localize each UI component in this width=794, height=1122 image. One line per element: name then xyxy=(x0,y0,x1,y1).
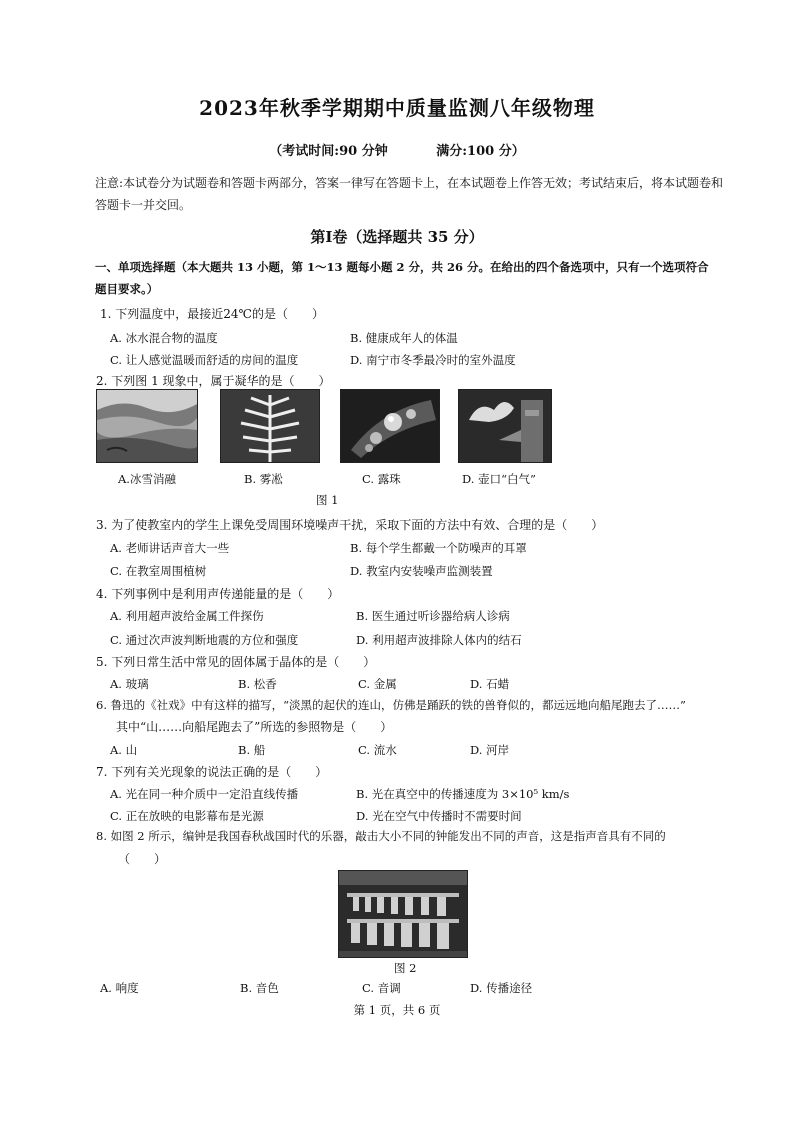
question-8-stem: 8. 如图 2 所示，编钟是我国春秋战国时代的乐器，敲击大小不同的钟能发出不同的声音，这是指声音具有不同的 xyxy=(96,829,666,843)
question-3-option-c: C. 在教室周围植树 xyxy=(110,564,207,578)
page-footer: 第 1 页，共 6 页 xyxy=(353,1003,441,1017)
exam-time: （考试时间:90 分钟 xyxy=(269,144,388,159)
page-title: 2023年秋季学期期中质量监测八年级物理 xyxy=(199,96,595,120)
question-4-option-b: B. 医生通过听诊器给病人诊病 xyxy=(356,609,510,623)
question-2-stem: 2. 下列图 1 现象中，属于凝华的是（ ） xyxy=(96,374,331,388)
full-score: 满分:100 分） xyxy=(436,144,525,159)
photo-dew-drops xyxy=(340,389,440,463)
question-3-option-b: B. 每个学生都戴一个防噪声的耳罩 xyxy=(350,541,527,555)
question-1-option-a: A. 冰水混合物的温度 xyxy=(110,331,218,345)
figure-1-label-c: C. 露珠 xyxy=(362,472,401,486)
exam-info xyxy=(0,140,794,159)
question-4-option-d: D. 利用超声波排除人体内的结石 xyxy=(356,633,522,647)
question-3-option-d: D. 教室内安装噪声监测装置 xyxy=(350,564,493,578)
part-title: 第Ⅰ卷（选择题共 35 分） xyxy=(310,228,484,246)
figure-1-label-d: D. 壶口“白气” xyxy=(462,472,536,486)
figure-1-label-a: A.冰雪消融 xyxy=(118,472,176,486)
photo-melting-ice xyxy=(96,389,198,463)
photo-kettle-steam xyxy=(458,389,552,463)
question-1-stem: 1. 下列温度中，最接近24℃的是（ ） xyxy=(100,307,324,321)
question-8-stem-continued: （ ） xyxy=(118,852,167,866)
question-8-option-b: B. 音色 xyxy=(240,981,279,995)
question-4-option-c: C. 通过次声波判断地震的方位和强度 xyxy=(110,633,299,647)
figure-1-caption: 图 1 xyxy=(316,493,339,507)
question-8-option-c: C. 音调 xyxy=(362,981,401,995)
question-5-option-c: C. 金属 xyxy=(358,677,397,691)
question-8-option-a: A. 响度 xyxy=(100,981,139,995)
question-5-option-a: A. 玻璃 xyxy=(110,677,149,691)
figure-2-caption: 图 2 xyxy=(394,961,417,975)
question-6-option-b: B. 船 xyxy=(238,743,266,757)
question-4-stem: 4. 下列事例中是利用声传递能量的是（ ） xyxy=(96,587,340,601)
question-6-option-d: D. 河岸 xyxy=(470,743,510,757)
question-7-option-b: B. 光在真空中的传播速度为 3×10⁵ km/s xyxy=(356,787,570,801)
question-7-stem: 7. 下列有关光现象的说法正确的是（ ） xyxy=(96,765,328,779)
section-title: 一、单项选择题（本大题共 13 小题，第 1～13 题每小题 2 分，共 26 分。在给出的四个备选项中，只有一个选项符合题目要求。） xyxy=(95,260,709,296)
exam-notice: 注意:本试卷分为试题卷和答题卡两部分，答案一律写在答题卡上，在本试题卷上作答无效；考试结束后，将本试题卷和答题卡一并交回。 xyxy=(95,176,724,212)
question-1-option-c: C. 让人感觉温暖而舒适的房间的温度 xyxy=(110,353,299,367)
question-6-stem: 6. 鲁迅的《社戏》中有这样的描写，“淡黑的起伏的连山，仿佛是踊跃的铁的兽脊似的，都远远地向船尾跑去了……” xyxy=(96,698,686,712)
question-4-option-a: A. 利用超声波给金属工件探伤 xyxy=(110,609,264,623)
figure-1-label-b: B. 雾凇 xyxy=(244,472,283,486)
question-5-option-d: D. 石蜡 xyxy=(470,677,510,691)
question-7-option-c: C. 正在放映的电影幕布是光源 xyxy=(110,809,264,823)
question-6-option-a: A. 山 xyxy=(110,743,138,757)
question-5-stem: 5. 下列日常生活中常见的固体属于晶体的是（ ） xyxy=(96,655,376,669)
question-7-option-a: A. 光在同一种介质中一定沿直线传播 xyxy=(110,787,299,801)
question-8-option-d: D. 传播途径 xyxy=(470,981,533,995)
question-6-stem-continued: 其中“山……向船尾跑去了”所选的参照物是（ ） xyxy=(116,720,393,734)
photo-rime-frost xyxy=(220,389,320,463)
question-1-option-d: D. 南宁市冬季最冷时的室外温度 xyxy=(350,353,516,367)
question-3-stem: 3. 为了使教室内的学生上课免受周围环境噪声干扰，采取下面的方法中有效、合理的是（ ） xyxy=(96,518,604,532)
question-7-option-d: D. 光在空气中传播时不需要时间 xyxy=(356,809,522,823)
photo-chime-bells xyxy=(338,870,468,958)
question-6-option-c: C. 流水 xyxy=(358,743,397,757)
question-5-option-b: B. 松香 xyxy=(238,677,277,691)
question-3-option-a: A. 老师讲话声音大一些 xyxy=(110,541,230,555)
question-1-option-b: B. 健康成年人的体温 xyxy=(350,331,458,345)
